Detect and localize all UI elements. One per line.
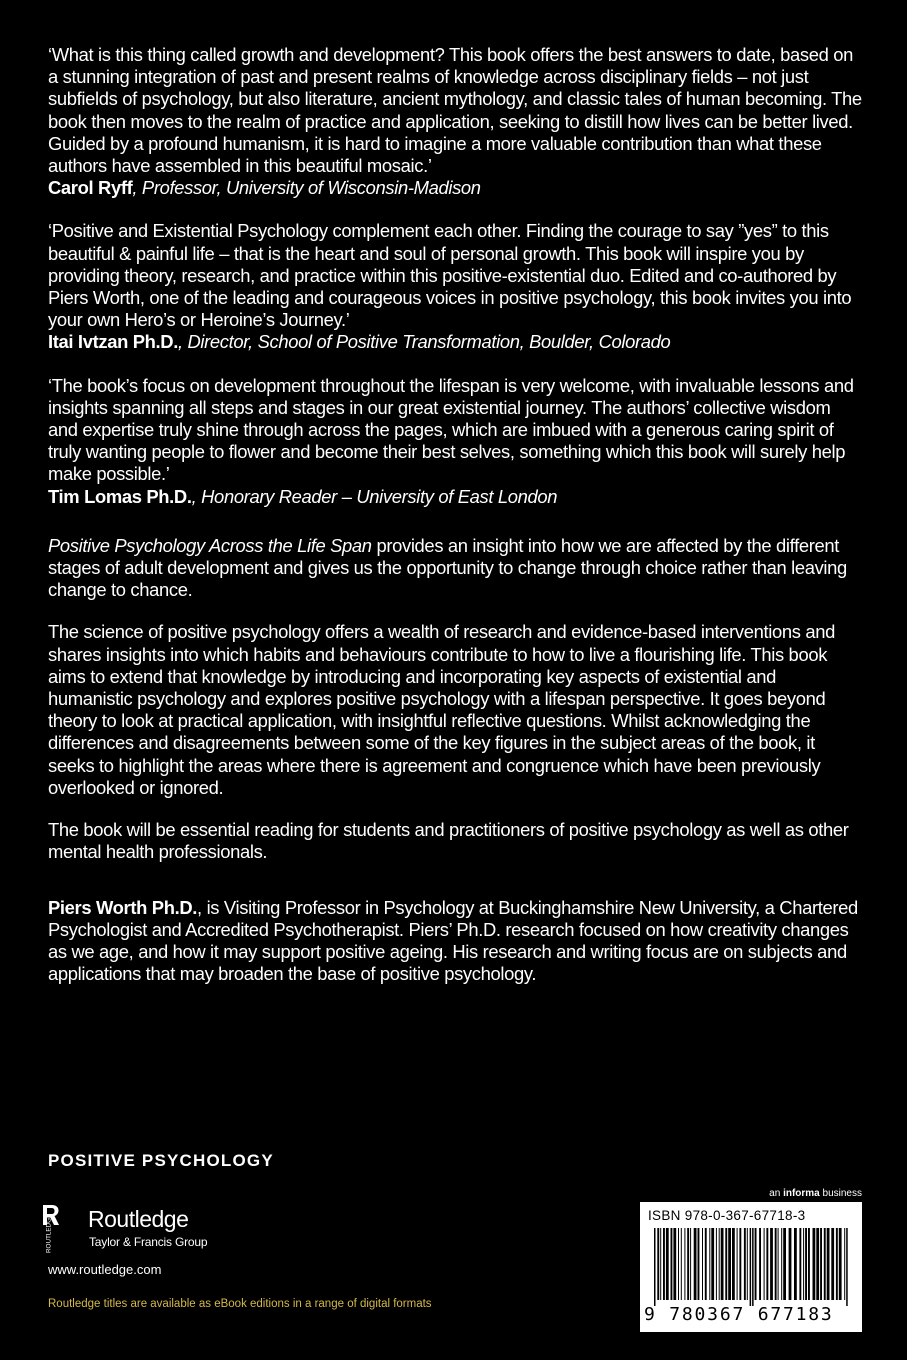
barcode-bar: [719, 1228, 720, 1300]
cover-text: [48, 44, 863, 985]
endorsement-ivtzan: [48, 220, 863, 353]
barcode-bar: [663, 1228, 665, 1300]
barcode-bar: [827, 1228, 830, 1300]
informa-suffix: business: [819, 1188, 862, 1199]
endorsement-ryff: [48, 44, 863, 199]
barcode-bar: [744, 1228, 746, 1300]
informa-business: [769, 1188, 862, 1199]
isbn-label: ISBN 978-0-367-67718-3: [648, 1208, 806, 1223]
barcode-bar: [808, 1228, 810, 1300]
author-name: Piers Worth Ph.D.: [48, 896, 198, 918]
barcode-digits: 9 780367 677183: [644, 1304, 834, 1325]
barcode-bar: [752, 1228, 754, 1306]
barcode-bar: [766, 1228, 768, 1300]
barcode-bar: [654, 1228, 656, 1306]
barcode-bar: [836, 1228, 838, 1300]
barcode-bar: [816, 1228, 819, 1300]
barcode-bar: [725, 1228, 727, 1300]
barcode-bar: [755, 1228, 757, 1300]
informa-prefix: an: [769, 1188, 784, 1199]
barcode-bar: [709, 1228, 710, 1300]
publisher-name: Routledge: [88, 1206, 189, 1232]
barcode-bar: [764, 1228, 765, 1300]
description-body: The science of positive psychology offers a wealth of research and evidence-based interventions and shares insights into which habits and behaviours contribute to how to live a flourishing life. This book aims to extend that knowledge by introducing and incorporating key aspects of existential and humanistic psychology and explores positive psychology with a lifespan perspective. It goes beyond theory to look at practical application, with insightful reflective questions. Whilst acknowledging the differences and disagreements between some of the key figures in the subject areas of the book, it seeks to highlight the areas where there is agreement and congruence which have been previously overlooked or ignored.: [48, 621, 835, 798]
endorser-role: , Honorary Reader – University of East London: [191, 485, 558, 507]
logo-vertical-text: ROUTLEDGE: [45, 1213, 53, 1253]
endorser-name: Itai Ivtzan Ph.D.: [48, 331, 178, 353]
barcode-bar: [820, 1228, 822, 1300]
barcode-bar: [794, 1228, 797, 1300]
barcode-bar: [716, 1228, 717, 1300]
description-intro-text: provides an insight into how we are affected by the different stages of adult development and gives us the opportunity to change through choice rather than leaving change to chance.: [48, 534, 847, 601]
book-title: Positive Psychology Across the Life Span: [48, 534, 372, 556]
barcode-bar: [732, 1228, 735, 1300]
barcode-bar: [750, 1228, 752, 1306]
barcode-bar: [728, 1228, 731, 1300]
publisher-website[interactable]: www.routledge.com: [48, 1262, 162, 1277]
description-audience: The book will be essential reading for students and practitioners of positive psychology as well as other mental health professionals.: [48, 819, 849, 863]
barcode-bar: [737, 1228, 738, 1300]
ebook-note: Routledge titles are available as eBook editions in a range of digital formats: [48, 1298, 432, 1310]
barcode-bar: [824, 1228, 826, 1300]
barcode-bar: [831, 1228, 834, 1300]
barcode-bar: [673, 1228, 676, 1300]
barcode-bar: [660, 1228, 661, 1300]
barcode-bar: [705, 1228, 707, 1300]
barcode-bar: [839, 1228, 842, 1300]
barcode-bar: [657, 1228, 659, 1300]
barcode-bar: [666, 1228, 669, 1300]
barcode-bar: [759, 1228, 761, 1300]
barcode-bar: [687, 1228, 689, 1300]
endorsement-text: ‘The book’s focus on development throughout the lifespan is very welcome, with invaluable lessons and insights spanning all steps and stages in our great existential journey. The authors’ collective wisdom and expertise truly shine through across the pages, which are imbued with a generous caring spirit of truly wanting people to flower and become their best selves, something which this book will surely help make possible.’: [48, 374, 854, 485]
barcode-bar: [803, 1228, 804, 1300]
barcode-bar: [711, 1228, 714, 1300]
endorsement-text: ‘Positive and Existential Psychology complement each other. Finding the courage to say ”yes” to this beautiful & painful life – that is the heart and soul of personal growth. This book will inspire you by providing theory, research, and practice within this positive-existential duo. Edited and co-authored by Piers Worth, one of the leading and courageous voices in positive psychology, this book invites you into your own Hero’s or Heroine’s Journey.’: [48, 220, 852, 331]
barcode-bar: [778, 1228, 779, 1300]
barcode-bar: [721, 1228, 724, 1300]
endorser-name: Tim Lomas Ph.D.: [48, 485, 192, 507]
barcode-bar: [799, 1228, 801, 1300]
barcode-bar: [694, 1228, 697, 1300]
barcode-bar: [684, 1228, 685, 1300]
isbn-barcode: [640, 1202, 862, 1332]
barcode-bar: [783, 1228, 786, 1300]
publisher-logo: [38, 1203, 238, 1255]
barcode-bar: [681, 1228, 682, 1300]
barcode-bar: [775, 1228, 777, 1300]
barcode-bar: [789, 1228, 792, 1300]
barcode-bar: [702, 1228, 703, 1300]
series-label: POSITIVE PSYCHOLOGY: [48, 1151, 274, 1170]
publisher-group: Taylor & Francis Group: [89, 1235, 208, 1249]
barcode-bar: [698, 1228, 700, 1300]
author-bio-text: , is Visiting Professor in Psychology at Buckinghamshire New University, a Chartered Psychologist and Accredited Psychotherapist. Piers’ Ph.D. research focused on how creativity changes as we age, and how it may support positive ageing. His research and writing focus are on subjects and applications that may broaden the base of positive psychology.: [48, 896, 858, 985]
barcode-bar: [747, 1228, 748, 1300]
endorser-role: , Professor, University of Wisconsin-Madison: [132, 177, 481, 199]
routledge-r-icon: [38, 1203, 60, 1255]
endorser-name: Carol Ryff: [48, 177, 133, 199]
author-bio: [48, 897, 863, 986]
barcode-bar: [770, 1228, 773, 1300]
endorsement-lomas: [48, 375, 863, 508]
informa-brand: informa: [783, 1188, 820, 1199]
barcode-bar: [805, 1228, 807, 1300]
description-intro: [48, 535, 863, 602]
endorser-role: , Director, School of Positive Transformation, Boulder, Colorado: [177, 331, 671, 353]
barcode-bar: [739, 1228, 741, 1300]
barcode-bar: [844, 1228, 845, 1300]
barcode-bar: [671, 1228, 673, 1300]
barcode-bar: [690, 1228, 691, 1300]
barcode-bar: [813, 1228, 816, 1300]
barcode-bar: [846, 1228, 848, 1306]
barcode-bar: [678, 1228, 679, 1300]
endorsement-text: ‘What is this thing called growth and development? This book offers the best answers to date, based on a stunning integration of past and present realms of knowledge across disciplinary fields – not just subfields of psychology, but also literature, ancient mythology, and classic tales of human becoming. The book then moves to the realm of practice and application, seeking to distill how lives can be better lived. Guided by a profound humanism, it is hard to imagine a more valuable contribution than what these authors have assembled in this beautiful mosaic.’: [48, 44, 862, 177]
barcode-bar: [781, 1228, 782, 1300]
